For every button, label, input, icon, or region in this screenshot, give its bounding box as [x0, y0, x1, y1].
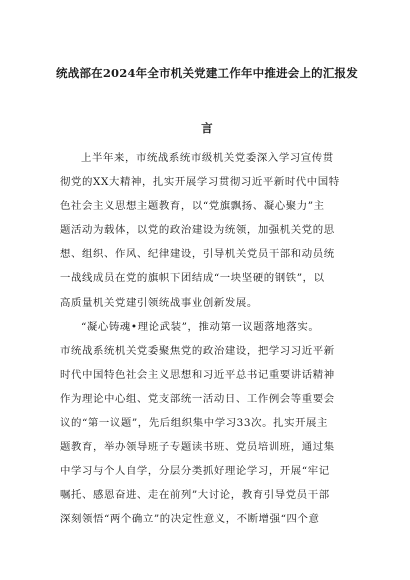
- body-line: 市统战系统机关党委聚焦党的政治建设，把学习习近平新: [60, 344, 335, 357]
- body-line: 上半年来，市统战系统市级机关党委深入学习宣传贯: [81, 152, 334, 164]
- body-line: 题教育，举办领导班子专题读书班、党员培训班，通过集: [60, 441, 335, 454]
- body-line: 中学习与个人自学，分层分类抓好理论学习，开展“牢记: [60, 465, 330, 478]
- body-line: 深刻领悟“两个确立”的决定性意义，不断增强“四个意: [60, 513, 320, 526]
- document-title-line-2: 言: [201, 121, 213, 135]
- document-body: [60, 146, 358, 532]
- body-line: 嘱托、感恩奋进、走在前列”大讨论，教育引导党员干部: [60, 489, 330, 502]
- body-line: 想、组织、作风、纪律建设，引导机关党员干部和动员统: [60, 248, 335, 261]
- body-line: 彻党的XX大精神，扎实开展学习贯彻习近平新时代中国特: [60, 176, 340, 189]
- body-line: 一战线成员在党的旗帜下团结成“一块坚硬的钢铁”，以: [60, 272, 325, 285]
- body-line: 色社会主义思想主题教育，以“党旗飘扬、凝心聚力”主: [60, 200, 325, 213]
- document-title-line-1: 统战部在2024年全市机关党建工作年中推进会上的汇报发: [56, 66, 358, 80]
- body-line: 题活动为载体，以党的政治建设为统领，加强机关党的思: [60, 224, 335, 237]
- section-heading-line: “凝心铸魂•理论武装”，推动第一议题落地落实。: [81, 320, 320, 333]
- body-line: 时代中国特色社会主义思想和习近平总书记重要讲话精神: [60, 368, 335, 381]
- body-line: 高质量机关党建引领统战事业创新发展。: [60, 296, 258, 309]
- body-line: 议的“第一议题”，先后组织集中学习33次。扎实开展主: [60, 417, 329, 430]
- body-line: 作为理论中心组、党支部统一活动日、工作例会等重要会: [60, 392, 335, 405]
